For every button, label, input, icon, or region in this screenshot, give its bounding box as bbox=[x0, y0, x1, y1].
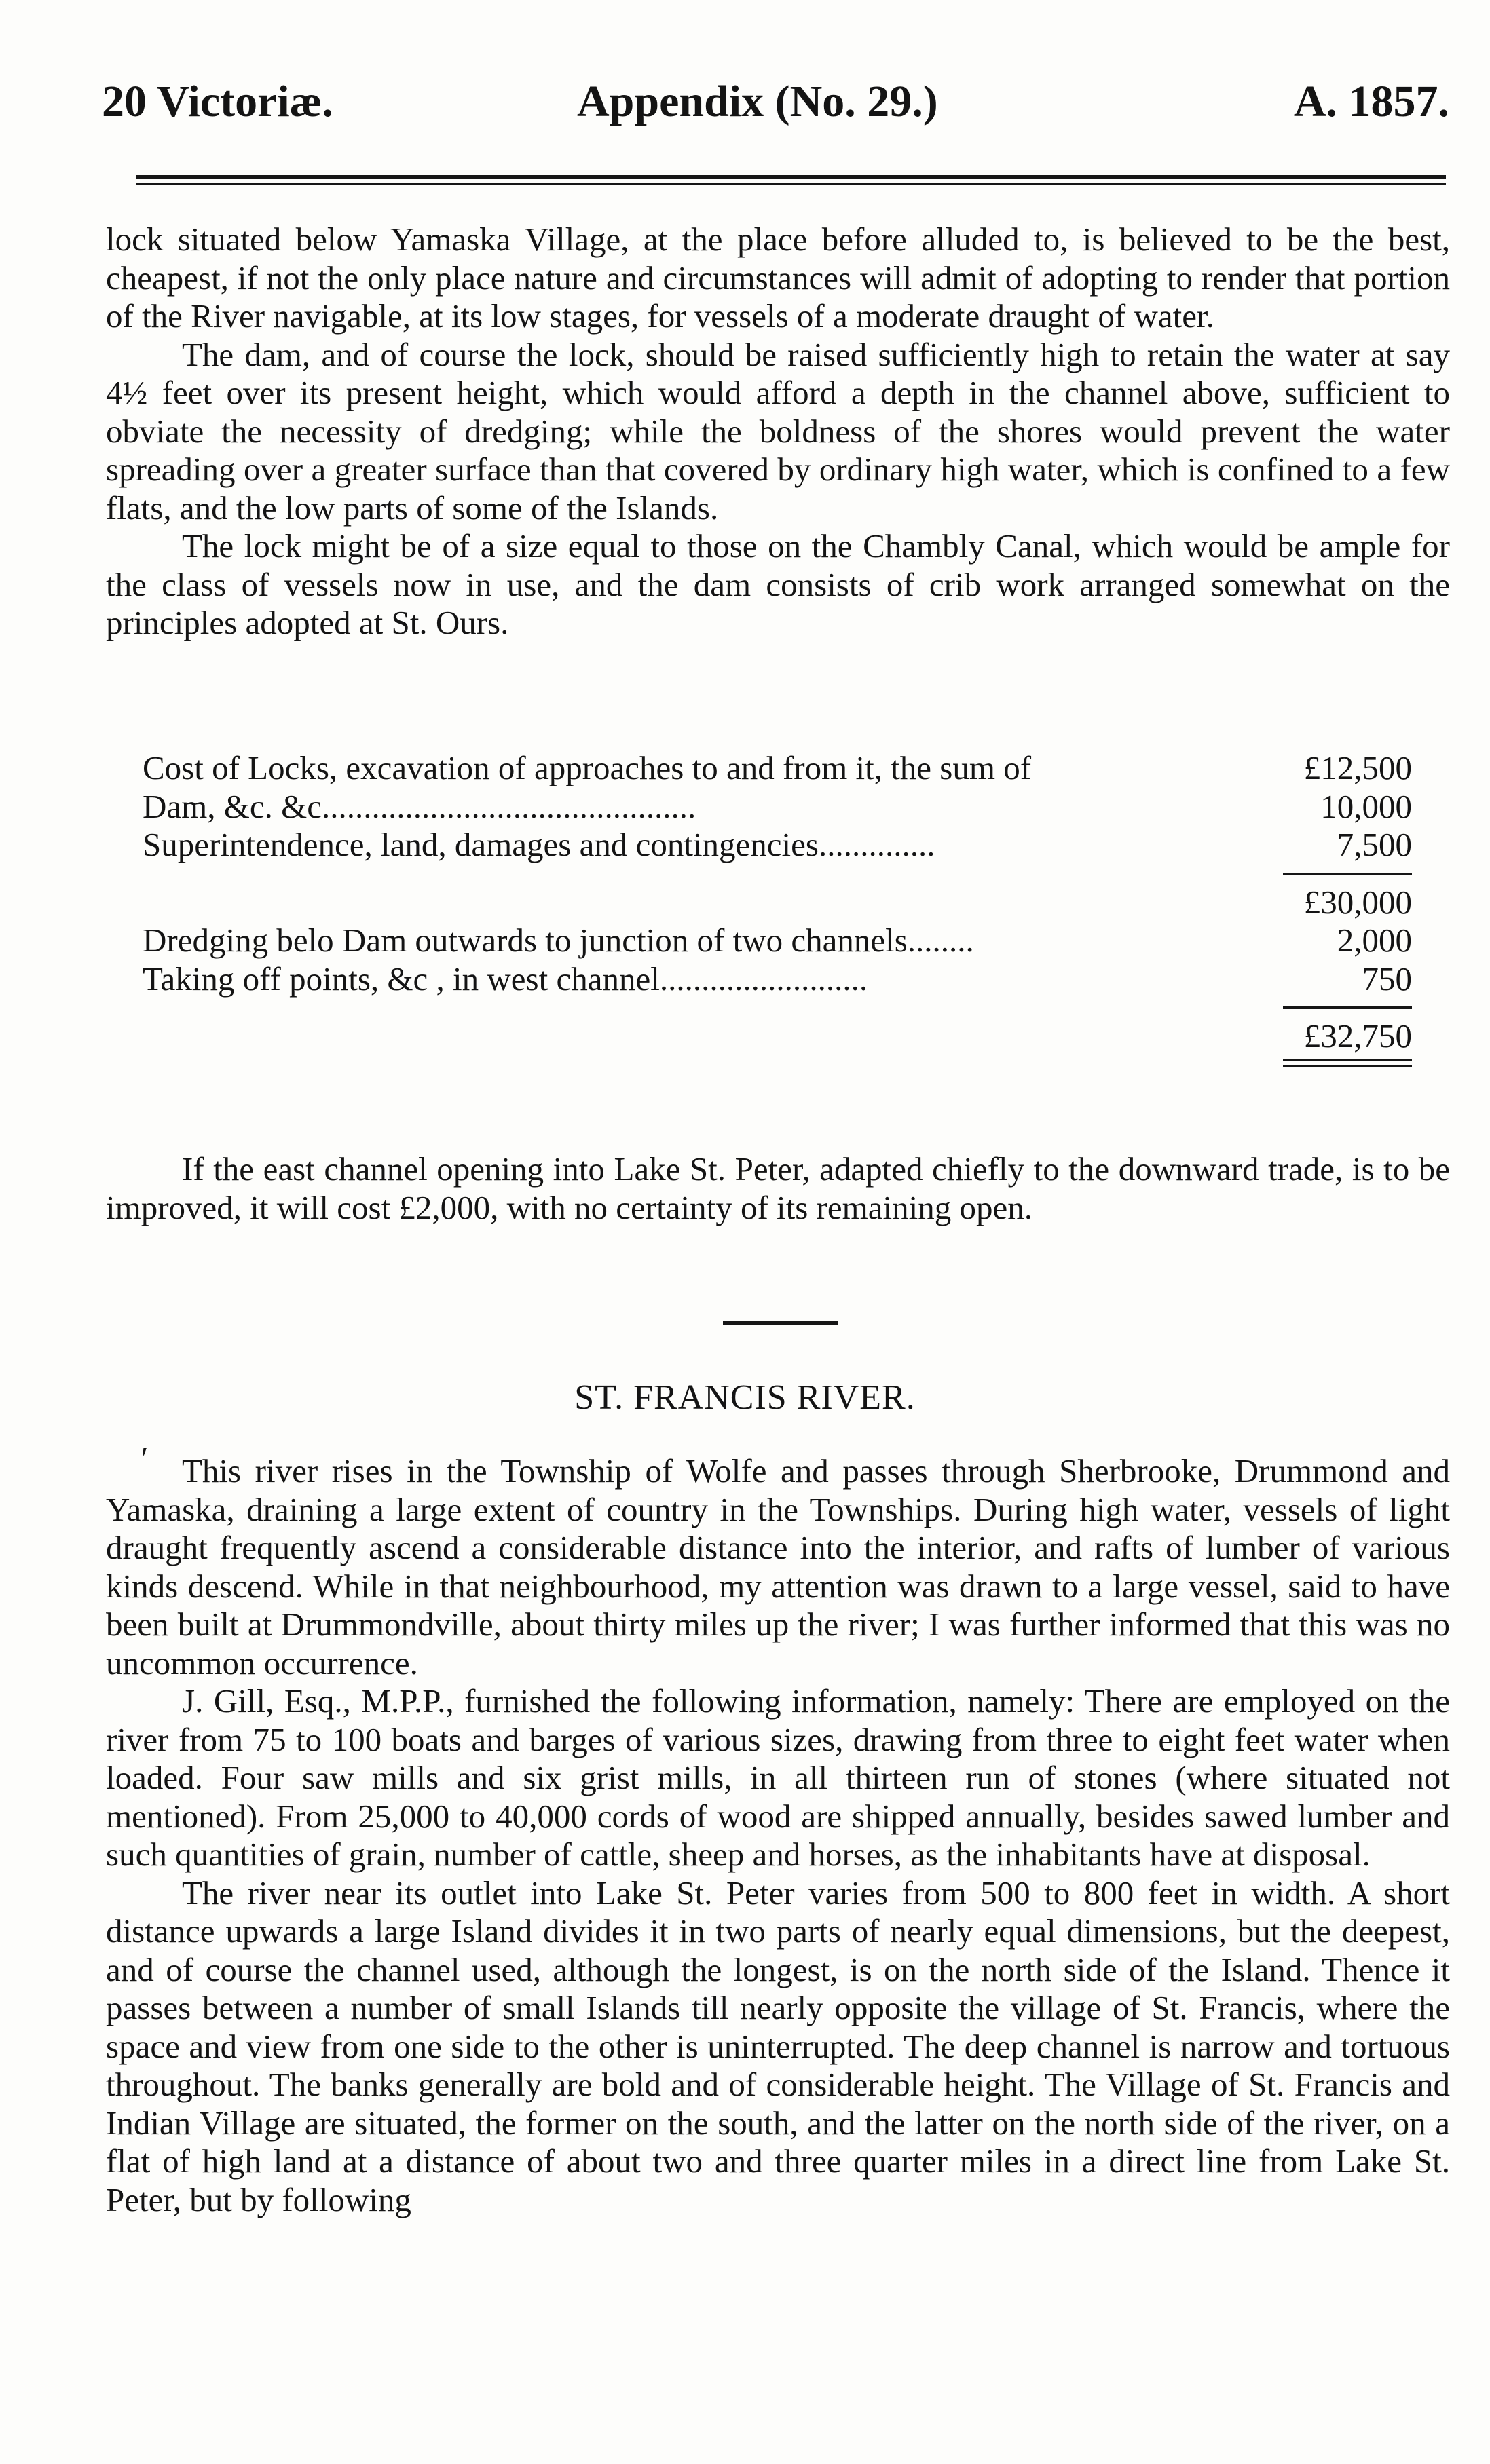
paragraph: J. Gill, Esq., M.P.P., furnished the following information, namely: There are employed on the river from 75 to 100 boats and barges of various sizes, drawing from three to eight feet water when loaded. Four saw mills and six grist mills, in all thirteen run of stones (where situated not mentioned). From 25,000 to 40,000 cords of wood are shipped annually, besides sawed lumber and such quantities of grain, number of cattle, sheep and horses, as the inhabitants have at disposal. bbox=[106, 1682, 1450, 1873]
paragraph: If the east channel opening into Lake St. Peter, adapted chiefly to the downward trade, is to be improved, it will cost £2,000, with no certainty of its remaining open. bbox=[106, 1150, 1450, 1226]
margin-mark: ′ bbox=[141, 1441, 149, 1475]
cost-subtotal-row bbox=[143, 884, 1412, 922]
header-appendix: Appendix (No. 29.) bbox=[577, 77, 938, 126]
cost-rule-row bbox=[143, 998, 1412, 1017]
paragraph: The dam, and of course the lock, should be raised sufficiently high to retain the water at say 4½ feet over its present height, which would afford a depth in the channel above, sufficient to obviate the necessity of dredging; while the boldness of the shores would prevent the water spreading over a greater surface than that covered by ordinary high water, which is confined to a few flats, and the low parts of some of the Islands. bbox=[106, 335, 1450, 527]
text-block-st-francis bbox=[106, 1452, 1450, 2219]
paragraph: This river rises in the Township of Wolfe and passes through Sherbrooke, Drummond and Yamaska, draining a large extent of country in the Townships. During high water, vessels of light draught frequently ascend a considerable distance into the interior, and rafts of lumber of various kinds descend. While in that neighbourhood, my attention was drawn to a large vessel, said to have been built at Drummondville, about thirty miles up the river; I was further informed that this was no uncommon occurrence. bbox=[106, 1452, 1450, 1682]
paragraph: The river near its outlet into Lake St. Peter varies from 500 to 800 feet in width. A short distance upwards a large Island divides it in two parts of nearly equal dimensions, but the deepest, and of course the channel used, although the longest, is on the north side of the Island. Thence it passes between a number of small Islands till nearly opposite the village of St. Francis, where the space and view from one side to the other is uninterrupted. The deep channel is narrow and tortuous throughout. The banks generally are bold and of considerable height. The Village of St. Francis and Indian Village are situated, the former on the south, and the latter on the north side of the river, on a flat of high land at a distance of about two and three quarter miles in a direct line from Lake St. Peter, but by following bbox=[106, 1874, 1450, 2218]
cost-row bbox=[143, 826, 1412, 865]
header-session: 20 Victoriæ. bbox=[102, 77, 333, 126]
paragraph: The lock might be of a size equal to those on the Chambly Canal, which would be ample for the class of vessels now in use, and the dam consists of crib work arranged somewhat on the principles adopted at St. Ours. bbox=[106, 527, 1450, 641]
header-year: A. 1857. bbox=[1293, 77, 1449, 126]
total-double-rule bbox=[1283, 1059, 1412, 1067]
cost-amount: 10,000 bbox=[1320, 787, 1412, 825]
cost-label: Superintendence, land, damages and contingencies.............. bbox=[143, 826, 935, 863]
total-rule bbox=[1283, 1006, 1412, 1009]
cost-amount: 2,000 bbox=[1337, 922, 1412, 959]
text-block-east-channel bbox=[106, 1150, 1450, 1227]
cost-table bbox=[143, 749, 1412, 1069]
cost-total-row bbox=[143, 1017, 1412, 1056]
cost-row bbox=[143, 749, 1412, 788]
cost-amount: £12,500 bbox=[1303, 749, 1412, 786]
cost-rule-row bbox=[143, 1056, 1412, 1069]
subtotal-rule bbox=[1283, 873, 1412, 875]
cost-subtotal: £30,000 bbox=[1303, 883, 1412, 921]
section-title: ST. FRANCIS RIVER. bbox=[574, 1378, 916, 1417]
cost-label: Taking off points, &c , in west channel......................... bbox=[143, 960, 868, 998]
cost-amount: 750 bbox=[1362, 960, 1412, 998]
cost-row bbox=[143, 788, 1412, 827]
cost-row bbox=[143, 922, 1412, 960]
text-block-yamaska bbox=[106, 221, 1450, 643]
cost-rule-row bbox=[143, 865, 1412, 884]
cost-label: Dredging belo Dam outwards to junction of two channels........ bbox=[143, 922, 974, 959]
cost-label: Dam, &c. &c............................................. bbox=[143, 787, 696, 825]
cost-row bbox=[143, 960, 1412, 999]
section-divider bbox=[723, 1321, 838, 1325]
cost-amount: 7,500 bbox=[1337, 826, 1412, 863]
cost-total: £32,750 bbox=[1303, 1017, 1412, 1055]
header-rule bbox=[136, 175, 1446, 185]
cost-label: Cost of Locks, excavation of approaches to and from it, the sum of bbox=[143, 749, 1032, 786]
paragraph: lock situated below Yamaska Village, at the place before alluded to, is believed to be the best, cheapest, if not the only place nature and circumstances will admit of adopting to render that portion of the River navigable, at its low stages, for vessels of a moderate draught of water. bbox=[106, 221, 1450, 335]
page-header bbox=[102, 76, 1449, 137]
